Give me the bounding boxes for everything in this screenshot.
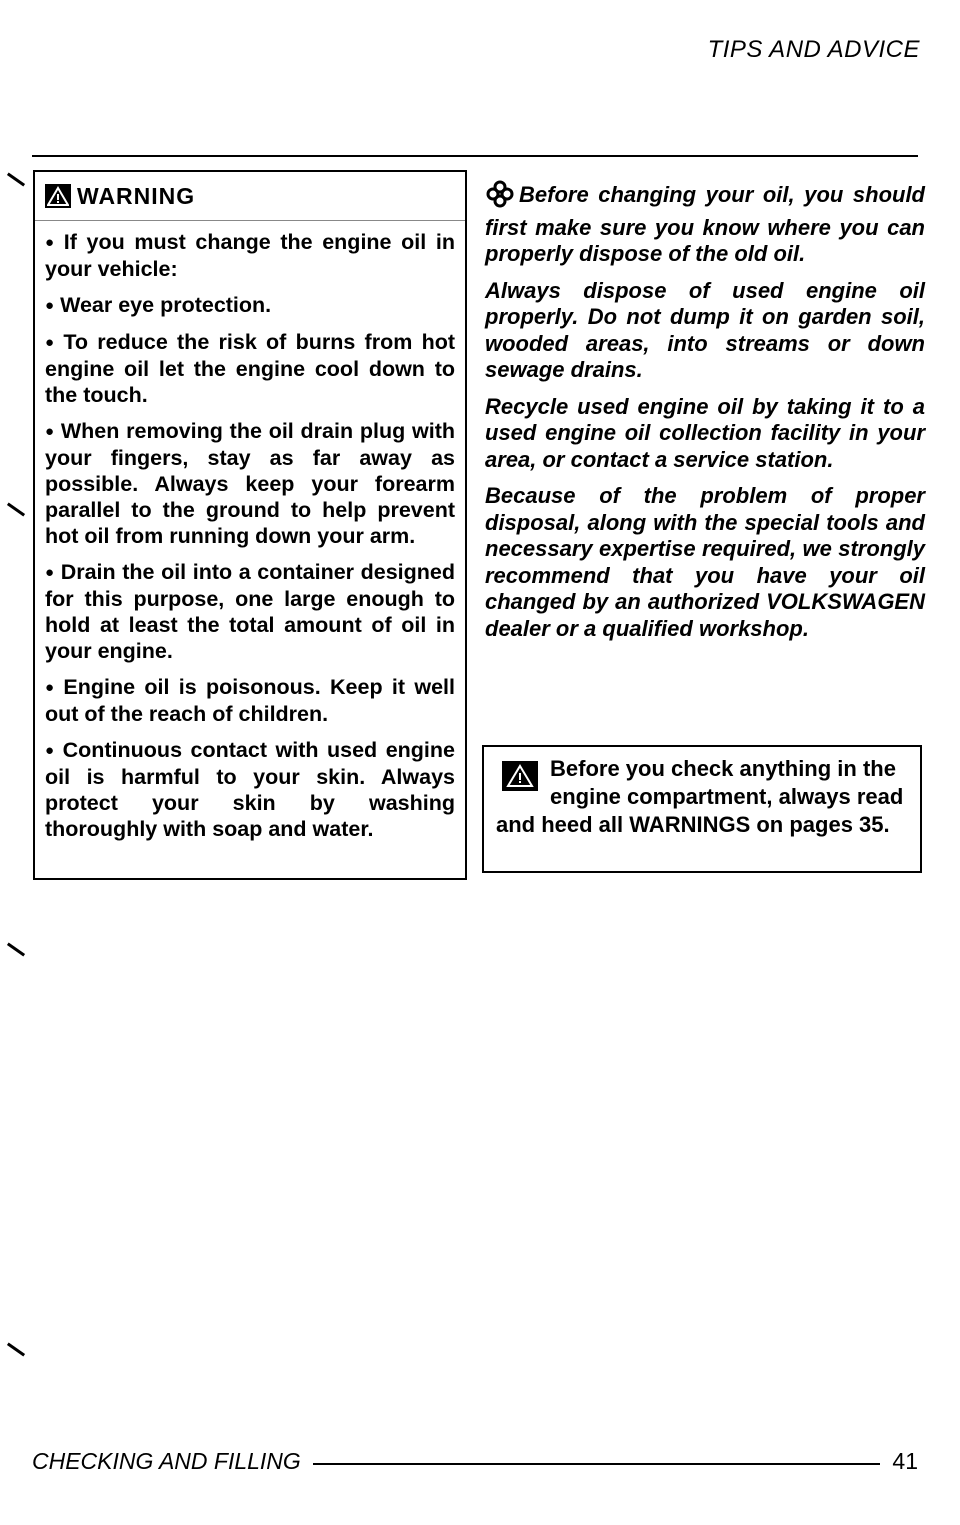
bullet-icon: ● <box>45 297 55 314</box>
section-header: TIPS AND ADVICE <box>707 36 920 63</box>
warning-list <box>35 221 465 842</box>
chapter-title: CHECKING AND FILLING <box>32 1448 301 1474</box>
bullet-icon: ● <box>45 679 58 696</box>
warning-item: ● To reduce the risk of burns from hot engine oil let the engine cool down to the touch. <box>45 330 455 407</box>
warning-item: ● Continuous contact with used engine oil is harmful to your skin. Always protect your skin by washing thoroughly with soap and water. <box>45 738 455 841</box>
environment-note <box>485 180 925 652</box>
environment-paragraph: Always dispose of used engine oil properly. Do not dump it on garden soil, wooded areas, into streams or down sewage drains. <box>485 277 925 382</box>
bullet-icon: ● <box>45 234 58 251</box>
warning-item: ● When removing the oil drain plug with your fingers, stay as far away as possible. Always keep your forearm parallel to the ground to help prevent hot oil from running down your arm. <box>45 419 455 548</box>
warning-triangle-icon <box>45 184 71 208</box>
notice-text: Before you check anything in the engine compartment, always read and heed all WARNINGS on pages 35. <box>496 756 904 837</box>
page-footer <box>32 1448 918 1475</box>
bullet-icon: ● <box>45 742 57 759</box>
environment-flower-icon <box>485 180 515 215</box>
warning-item: ● Drain the oil into a container designed for this purpose, one large enough to hold at least the total amount of oil in your engine. <box>45 560 456 663</box>
margin-mark <box>7 503 25 517</box>
bullet-icon: ● <box>45 423 55 440</box>
page-number: 41 <box>892 1448 918 1474</box>
margin-mark <box>7 173 25 187</box>
margin-mark <box>7 943 25 957</box>
warning-title: WARNING <box>77 182 196 209</box>
top-divider <box>32 155 918 157</box>
bullet-icon: ● <box>45 334 58 351</box>
bullet-icon: ● <box>45 564 55 581</box>
warning-item: ● If you must change the engine oil in your vehicle: <box>45 230 455 281</box>
warning-box <box>33 170 467 880</box>
footer-rule <box>313 1463 881 1465</box>
warning-header <box>35 172 465 221</box>
warning-item: ● Engine oil is poisonous. Keep it well out of the reach of children. <box>45 675 455 726</box>
warning-item: ● Wear eye protection. <box>45 293 272 317</box>
margin-mark <box>7 1343 25 1357</box>
warning-triangle-icon <box>502 761 538 791</box>
environment-paragraph: Recycle used engine oil by taking it to a used engine oil collection facility in your area, or contact a service station. <box>485 393 925 472</box>
notice-box <box>482 745 922 873</box>
environment-paragraph: Before changing your oil, you should first make sure you know where you can properly dispose of the old oil. <box>485 182 925 266</box>
environment-paragraph: Because of the problem of proper disposal, along with the special tools and necessary expertise required, we strongly recommend that you have your oil changed by an authorized VOLKSWAGEN dealer or a qualified workshop. <box>485 483 925 641</box>
